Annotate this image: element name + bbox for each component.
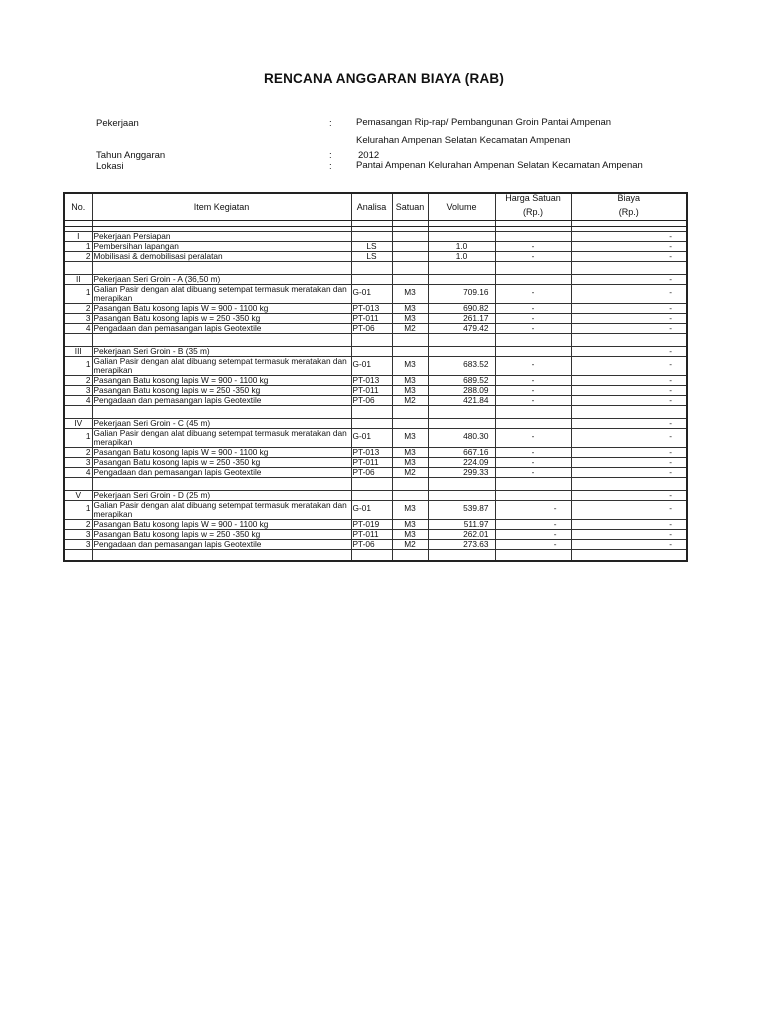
row-satuan: M2: [392, 396, 428, 406]
header-item: Item Kegiatan: [92, 193, 351, 221]
row-analisa: PT-013: [351, 376, 392, 386]
section-volume: [428, 275, 495, 285]
row-analisa: LS: [351, 242, 392, 252]
section-number: I: [64, 232, 92, 242]
colon: :: [329, 161, 332, 172]
row-harga: -: [495, 448, 571, 458]
header-satuan: Satuan: [392, 193, 428, 221]
row-item: Pengadaan dan pemasangan lapis Geotextile: [92, 468, 351, 478]
row-satuan: M3: [392, 285, 428, 304]
section-number: II: [64, 275, 92, 285]
section-biaya: -: [571, 275, 687, 285]
section-number: IV: [64, 419, 92, 429]
row-volume: 261.17: [428, 314, 495, 324]
section-row: [64, 419, 687, 429]
row-biaya: -: [571, 458, 687, 468]
row-harga: -: [495, 242, 571, 252]
row-volume: 1.0: [428, 252, 495, 262]
section-row: [64, 232, 687, 242]
row-number: 4: [64, 396, 92, 406]
row-item: Pengadaan dan pemasangan lapis Geotextile: [92, 324, 351, 334]
row-number: 3: [64, 530, 92, 540]
row-analisa: PT-06: [351, 324, 392, 334]
row-volume: 480.30: [428, 429, 495, 448]
pekerjaan-value-line2: Kelurahan Ampenan Selatan Kecamatan Ampenan: [356, 135, 571, 146]
row-item: Pasangan Batu kosong lapis w = 250 -350 kg: [92, 386, 351, 396]
section-satuan: [392, 419, 428, 429]
section-title: Pekerjaan Persiapan: [92, 232, 351, 242]
row-volume: 667.16: [428, 448, 495, 458]
row-number: 1: [64, 242, 92, 252]
row-volume: 539.87: [428, 501, 495, 520]
row-item: Pasangan Batu kosong lapis W = 900 - 1100 kg: [92, 520, 351, 530]
table-row: [64, 520, 687, 530]
row-harga: -: [495, 458, 571, 468]
row-analisa: PT-011: [351, 386, 392, 396]
section-volume: [428, 232, 495, 242]
row-number: 1: [64, 357, 92, 376]
header-biaya-line1: Biaya: [617, 193, 640, 203]
tahun-anggaran-label: Tahun Anggaran: [96, 150, 166, 161]
row-number: 3: [64, 314, 92, 324]
table-row: [64, 429, 687, 448]
row-biaya: -: [571, 357, 687, 376]
row-number: 3: [64, 458, 92, 468]
blank-row: [64, 478, 687, 491]
row-biaya: -: [571, 314, 687, 324]
row-harga: -: [495, 468, 571, 478]
table-row: [64, 357, 687, 376]
row-number: 1: [64, 501, 92, 520]
pekerjaan-value: Pemasangan Rip-rap/ Pembangunan Groin Pantai Ampenan: [356, 117, 612, 128]
row-satuan: M3: [392, 458, 428, 468]
row-harga: -: [495, 540, 571, 550]
row-biaya: -: [571, 429, 687, 448]
colon: :: [329, 150, 332, 161]
row-analisa: PT-011: [351, 314, 392, 324]
colon: :: [329, 118, 332, 129]
row-volume: 1.0: [428, 242, 495, 252]
row-number: 4: [64, 324, 92, 334]
row-item: Pasangan Batu kosong lapis w = 250 -350 kg: [92, 530, 351, 540]
row-volume: 709.16: [428, 285, 495, 304]
row-biaya: -: [571, 501, 687, 520]
section-title: Pekerjaan Seri Groin - D (25 m): [92, 491, 351, 501]
section-analisa: [351, 275, 392, 285]
lokasi-value: Pantai Ampenan Kelurahan Ampenan Selatan Kecamatan Ampenan: [356, 160, 643, 171]
table-row: [64, 314, 687, 324]
row-harga: -: [495, 357, 571, 376]
row-volume: 511.97: [428, 520, 495, 530]
section-row: [64, 347, 687, 357]
row-satuan: M3: [392, 314, 428, 324]
row-biaya: -: [571, 376, 687, 386]
section-satuan: [392, 347, 428, 357]
row-satuan: M2: [392, 324, 428, 334]
row-satuan: M2: [392, 468, 428, 478]
table-header-row: [64, 193, 687, 221]
header-biaya-line2: (Rp.): [618, 207, 639, 217]
row-number: 1: [64, 429, 92, 448]
row-satuan: M3: [392, 520, 428, 530]
section-biaya: -: [571, 232, 687, 242]
row-satuan: [392, 252, 428, 262]
row-biaya: -: [571, 448, 687, 458]
row-analisa: PT-013: [351, 304, 392, 314]
row-analisa: PT-06: [351, 540, 392, 550]
row-analisa: G-01: [351, 501, 392, 520]
row-volume: 421.84: [428, 396, 495, 406]
section-analisa: [351, 347, 392, 357]
row-harga: -: [495, 530, 571, 540]
row-item: Pengadaan dan pemasangan lapis Geotextile: [92, 396, 351, 406]
section-number: V: [64, 491, 92, 501]
section-title: Pekerjaan Seri Groin - B (35 m): [92, 347, 351, 357]
row-item: Pasangan Batu kosong lapis W = 900 - 1100 kg: [92, 448, 351, 458]
table-row: [64, 386, 687, 396]
row-volume: 224.09: [428, 458, 495, 468]
section-volume: [428, 347, 495, 357]
section-analisa: [351, 491, 392, 501]
row-item: Pembersihan lapangan: [92, 242, 351, 252]
row-harga: -: [495, 324, 571, 334]
row-number: 1: [64, 285, 92, 304]
table-row: [64, 396, 687, 406]
row-analisa: PT-06: [351, 396, 392, 406]
row-biaya: -: [571, 285, 687, 304]
row-number: 2: [64, 376, 92, 386]
document-title: RENCANA ANGGARAN BIAYA (RAB): [263, 71, 505, 86]
table-row: [64, 540, 687, 550]
row-satuan: M3: [392, 530, 428, 540]
section-satuan: [392, 491, 428, 501]
row-analisa: G-01: [351, 357, 392, 376]
row-biaya: -: [571, 242, 687, 252]
row-item: Pasangan Batu kosong lapis W = 900 - 1100 kg: [92, 376, 351, 386]
row-analisa: PT-06: [351, 468, 392, 478]
row-item: Galian Pasir dengan alat dibuang setempat termasuk meratakan dan merapikan: [92, 357, 351, 376]
section-biaya: -: [571, 491, 687, 501]
row-harga: -: [495, 285, 571, 304]
header-no: No.: [64, 193, 92, 221]
row-harga: -: [495, 501, 571, 520]
section-volume: [428, 419, 495, 429]
row-analisa: PT-019: [351, 520, 392, 530]
row-harga: -: [495, 429, 571, 448]
row-volume: 689.52: [428, 376, 495, 386]
row-analisa: G-01: [351, 285, 392, 304]
row-volume: 479.42: [428, 324, 495, 334]
table-row: [64, 376, 687, 386]
section-biaya: -: [571, 347, 687, 357]
row-harga: -: [495, 314, 571, 324]
row-satuan: M3: [392, 304, 428, 314]
row-biaya: -: [571, 386, 687, 396]
row-analisa: LS: [351, 252, 392, 262]
row-satuan: M3: [392, 448, 428, 458]
blank-row: [64, 262, 687, 275]
table-row: [64, 242, 687, 252]
section-harga: [495, 232, 571, 242]
header-harga-line2: (Rp.): [523, 207, 543, 217]
row-item: Pasangan Batu kosong lapis W = 900 - 1100 kg: [92, 304, 351, 314]
tahun-anggaran-value: 2012: [358, 150, 380, 161]
section-satuan: [392, 275, 428, 285]
row-biaya: -: [571, 468, 687, 478]
lokasi-label: Lokasi: [96, 161, 124, 172]
table-row: [64, 448, 687, 458]
header-analisa: Analisa: [351, 193, 392, 221]
row-satuan: M3: [392, 501, 428, 520]
row-biaya: -: [571, 304, 687, 314]
row-satuan: M3: [392, 376, 428, 386]
row-satuan: M3: [392, 357, 428, 376]
row-satuan: [392, 242, 428, 252]
row-satuan: M3: [392, 429, 428, 448]
row-volume: 273.63: [428, 540, 495, 550]
row-number: 4: [64, 468, 92, 478]
section-satuan: [392, 232, 428, 242]
header-harga: [495, 193, 571, 221]
row-harga: -: [495, 396, 571, 406]
row-analisa: PT-013: [351, 448, 392, 458]
section-title: Pekerjaan Seri Groin - C (45 m): [92, 419, 351, 429]
row-number: 2: [64, 520, 92, 530]
row-item: Pasangan Batu kosong lapis w = 250 -350 kg: [92, 458, 351, 468]
row-harga: -: [495, 376, 571, 386]
row-volume: 299.33: [428, 468, 495, 478]
row-item: Pasangan Batu kosong lapis w = 250 -350 kg: [92, 314, 351, 324]
row-analisa: PT-011: [351, 458, 392, 468]
row-volume: 262.01: [428, 530, 495, 540]
row-number: 3: [64, 540, 92, 550]
row-biaya: -: [571, 540, 687, 550]
row-item: Galian Pasir dengan alat dibuang setempat termasuk meratakan dan merapikan: [92, 285, 351, 304]
table-row: [64, 501, 687, 520]
header-biaya: [571, 193, 687, 221]
section-harga: [495, 419, 571, 429]
row-item: Galian Pasir dengan alat dibuang setempat termasuk meratakan dan merapikan: [92, 429, 351, 448]
section-harga: [495, 347, 571, 357]
row-number: 2: [64, 448, 92, 458]
header-volume: Volume: [428, 193, 495, 221]
row-number: 2: [64, 252, 92, 262]
rab-table: [63, 192, 688, 562]
section-analisa: [351, 232, 392, 242]
row-harga: -: [495, 386, 571, 396]
row-item: Galian Pasir dengan alat dibuang setempat termasuk meratakan dan merapikan: [92, 501, 351, 520]
section-row: [64, 275, 687, 285]
section-number: III: [64, 347, 92, 357]
header-harga-line1: Harga Satuan: [505, 193, 561, 203]
row-harga: -: [495, 252, 571, 262]
row-number: 2: [64, 304, 92, 314]
section-title: Pekerjaan Seri Groin - A (36,50 m): [92, 275, 351, 285]
row-biaya: -: [571, 252, 687, 262]
section-harga: [495, 275, 571, 285]
section-harga: [495, 491, 571, 501]
row-satuan: M2: [392, 540, 428, 550]
row-volume: 690.82: [428, 304, 495, 314]
section-biaya: -: [571, 419, 687, 429]
table-row: [64, 468, 687, 478]
row-biaya: -: [571, 396, 687, 406]
row-biaya: -: [571, 520, 687, 530]
table-row: [64, 324, 687, 334]
table-row: [64, 304, 687, 314]
row-biaya: -: [571, 324, 687, 334]
row-item: Pengadaan dan pemasangan lapis Geotextile: [92, 540, 351, 550]
section-analisa: [351, 419, 392, 429]
row-harga: -: [495, 520, 571, 530]
section-volume: [428, 491, 495, 501]
row-satuan: M3: [392, 386, 428, 396]
section-row: [64, 491, 687, 501]
row-volume: 683.52: [428, 357, 495, 376]
row-volume: 288.09: [428, 386, 495, 396]
row-item: Mobilisasi & demobilisasi peralatan: [92, 252, 351, 262]
row-harga: -: [495, 304, 571, 314]
row-analisa: G-01: [351, 429, 392, 448]
row-analisa: PT-011: [351, 530, 392, 540]
table-row: [64, 530, 687, 540]
table-row: [64, 458, 687, 468]
pekerjaan-label: Pekerjaan: [96, 118, 139, 129]
row-number: 3: [64, 386, 92, 396]
row-biaya: -: [571, 530, 687, 540]
table-row: [64, 285, 687, 304]
blank-row: [64, 406, 687, 419]
table-end-row: [64, 550, 687, 562]
blank-row: [64, 334, 687, 347]
table-row: [64, 252, 687, 262]
